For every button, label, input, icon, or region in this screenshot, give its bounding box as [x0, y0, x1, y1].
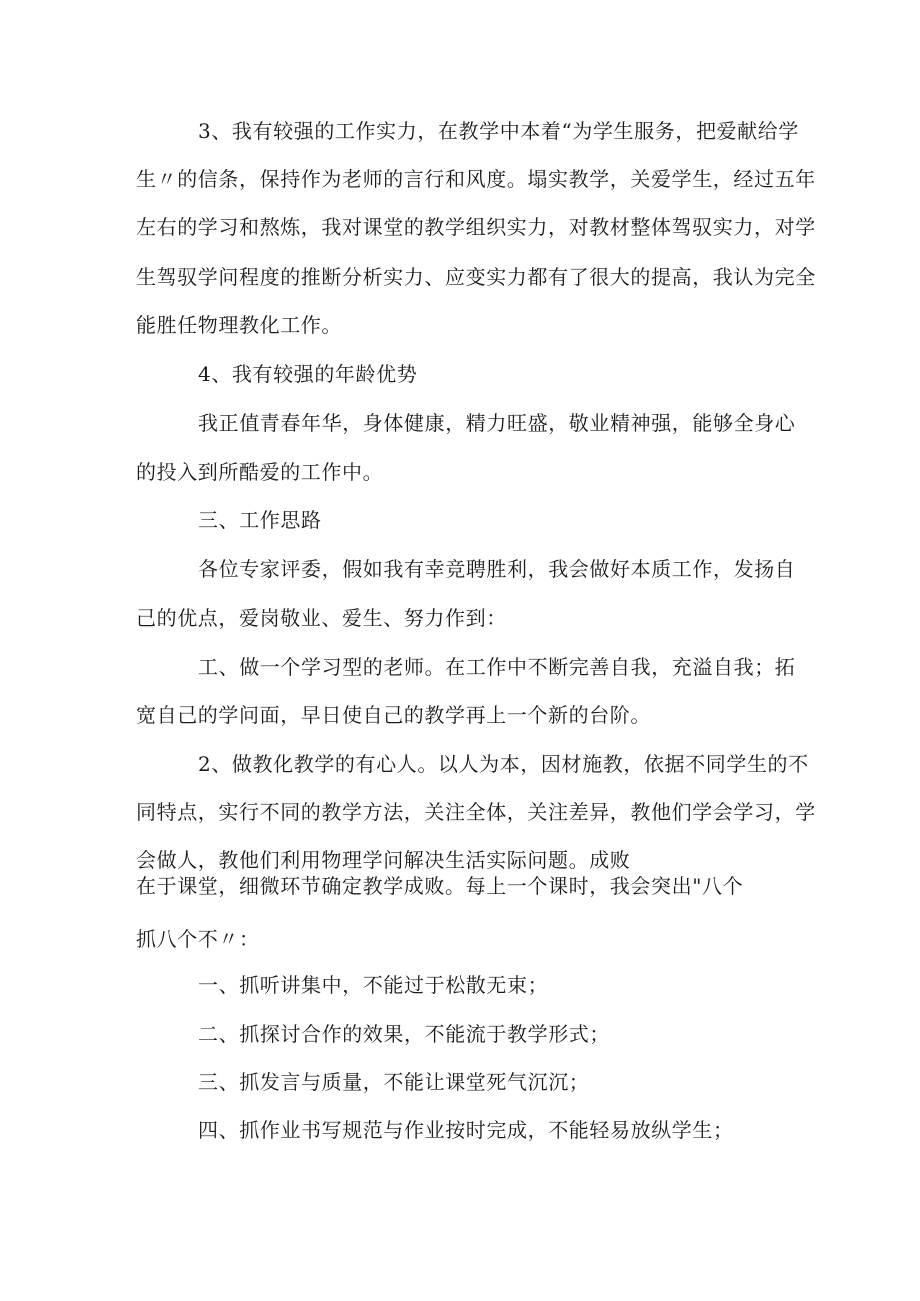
- list-item-2: 二、抓探讨合作的效果，不能流于教学形式；: [198, 1022, 610, 1046]
- paragraph-intro-line-2: 己的优点，爱岗敬业、爱生、努力作到：: [136, 606, 507, 630]
- list-item-1: 一、抓听讲集中，不能过于松散无束；: [198, 973, 549, 997]
- paragraph-item-1-line-1: 工、做一个学习型的老师。在工作中不断完善自我，充溢自我；拓: [198, 655, 796, 679]
- paragraph-3-line-2: 生〃的信条，保持作为老师的言行和风度。塌实教学，关爱学生，经过五年: [136, 167, 816, 191]
- paragraph-intro-line-1: 各位专家评委，假如我有幸竞聘胜利，我会做好本质工作，发扬自: [198, 557, 796, 581]
- paragraph-item-2-line-3: 会做人，教他们利用物理学问解决生活实际问题。成败: [136, 848, 631, 872]
- paragraph-item-2-line-4: 在于课堂，细微环节确定教学成败。每上一个课时，我会突出"八个: [136, 874, 744, 898]
- paragraph-3-line-4: 生驾驭学问程度的推断分析实力、应变实力都有了很大的提高，我认为完全: [136, 265, 816, 289]
- paragraph-item-2-line-2: 同特点，实行不同的教学方法，关注全体，关注差异，教他们学会学习，学: [136, 800, 816, 824]
- paragraph-item-2-line-5: 抓八个不〃：: [136, 927, 260, 951]
- paragraph-item-1-line-2: 宽自己的学问面，早日使自己的教学再上一个新的台阶。: [136, 703, 651, 727]
- paragraph-age-line-2: 的投入到所酷爱的工作中。: [136, 460, 384, 484]
- list-item-3: 三、抓发言与质量，不能让课堂死气沉沉；: [198, 1070, 590, 1094]
- paragraph-3-line-3: 左右的学习和熬炼，我对课堂的教学组织实力，对教材整体驾驭实力，对学: [136, 215, 816, 239]
- paragraph-age-line-1: 我正值青春年华，身体健康，精力旺盛，敬业精神强，能够全身心: [198, 411, 796, 435]
- paragraph-3-line-5: 能胜任物理教化工作。: [136, 313, 342, 337]
- paragraph-item-2-line-1: 2、做教化教学的有心人。以人为本，因材施教，依据不同学生的不: [198, 752, 809, 776]
- section-heading-work-plan: 三、工作思路: [198, 508, 322, 532]
- paragraph-3-line-1: 3、我有较强的工作实力，在教学中本着“为学生服务，把爱献给学: [198, 119, 799, 143]
- list-item-4: 四、抓作业书写规范与作业按时完成，不能轻易放纵学生；: [198, 1118, 734, 1142]
- heading-age-advantage: 4、我有较强的年龄优势: [198, 362, 418, 386]
